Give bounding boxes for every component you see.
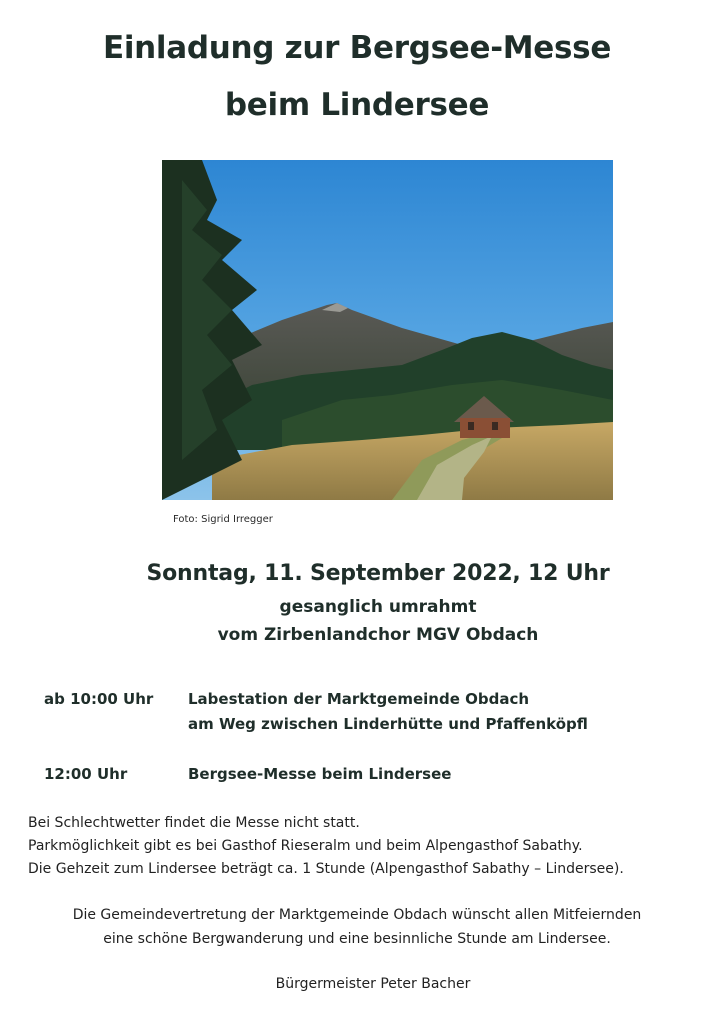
note-parking: Parkmöglichkeit gibt es bei Gasthof Rieseralm und beim Alpengasthof Sabathy. [28,838,583,854]
mountain-hut-photo [162,160,613,500]
closing-line-1: Die Gemeindevertretung der Marktgemeinde Obdach wünscht allen Mitfeiernden [72,907,642,923]
schedule-desc-1-line-2: am Weg zwischen Linderhütte und Pfaffenköpfl [188,715,588,733]
event-subtitle-2: vom Zirbenlandchor MGV Obdach [217,625,539,645]
event-date: Sonntag, 11. September 2022, 12 Uhr [146,561,610,586]
page-title-line-2: beim Lindersee [224,87,490,123]
schedule-time-1: ab 10:00 Uhr [44,690,154,708]
closing-line-2: eine schöne Bergwanderung und eine besinnliche Stunde am Lindersee. [103,931,611,947]
signature: Bürgermeister Peter Bacher [275,976,471,992]
schedule-desc-1: Labestation der Marktgemeinde Obdach [188,690,530,708]
event-subtitle-1: gesanglich umrahmt [279,597,477,617]
photo-caption: Foto: Sigrid Irregger [173,514,273,525]
schedule-time-2: 12:00 Uhr [44,765,128,783]
page-title-line-1: Einladung zur Bergsee-Messe [102,30,612,66]
schedule-desc-2: Bergsee-Messe beim Lindersee [188,765,452,783]
note-walking-time: Die Gehzeit zum Lindersee beträgt ca. 1 Stunde (Alpengasthof Sabathy – Lindersee). [28,861,624,877]
note-weather: Bei Schlechtwetter findet die Messe nicht statt. [28,815,360,831]
